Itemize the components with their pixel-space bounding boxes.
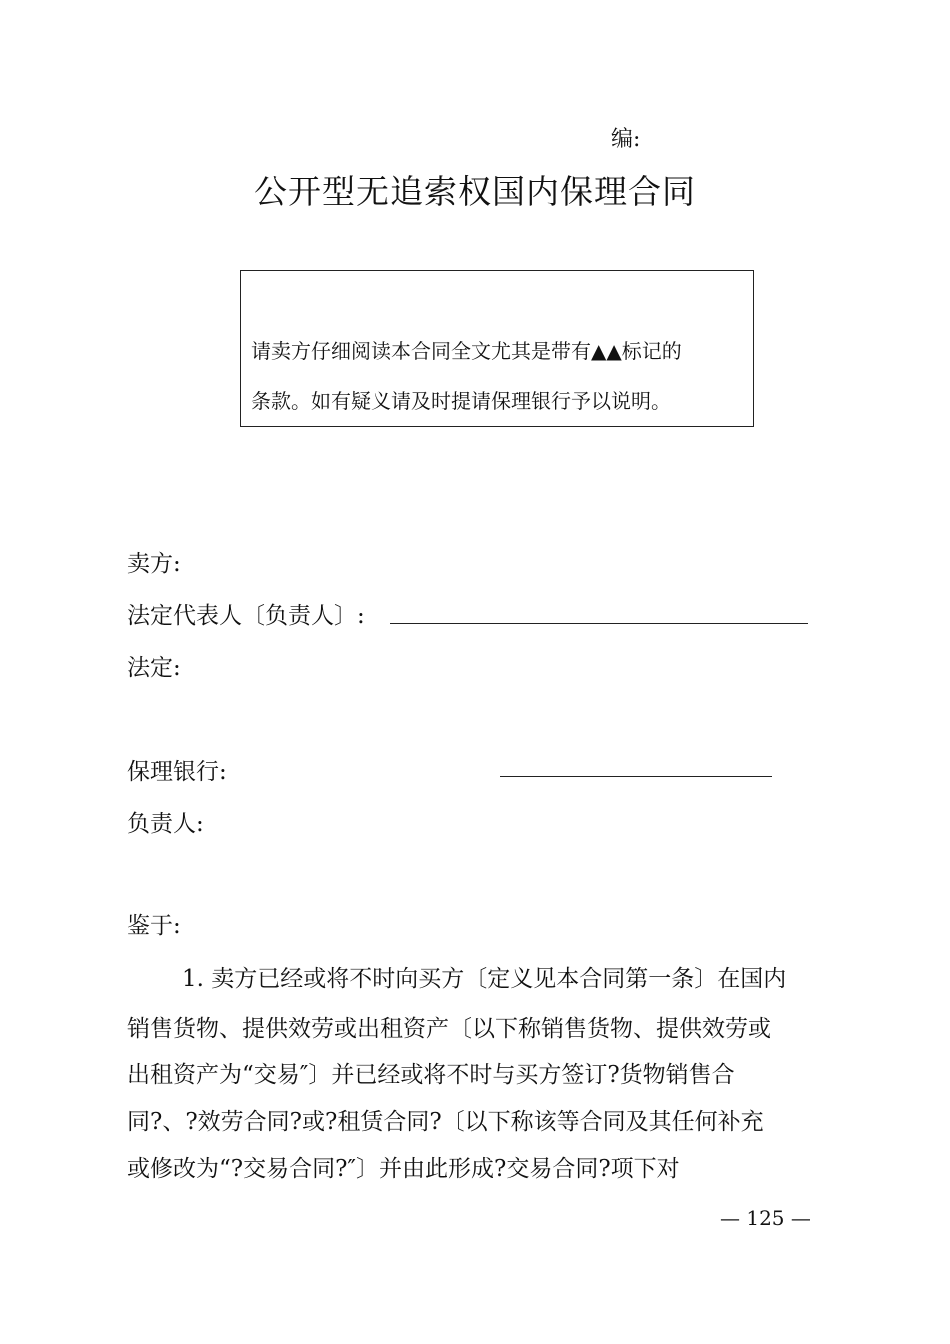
document-number-label: 编: — [611, 127, 641, 152]
clause-line: 销售货物、提供效劳或出租资产〔以下称销售货物、提供效劳或 — [127, 1016, 771, 1042]
factoring-bank-field[interactable] — [500, 776, 772, 777]
factoring-bank-label: 保理银行: — [127, 759, 227, 785]
whereas-label: 鉴于: — [127, 913, 181, 939]
clause-line: 或修改为“?交易合同?″〕并由此形成?交易合同?项下对 — [127, 1156, 680, 1182]
notice-box — [240, 270, 754, 427]
notice-line-1: 请卖方仔细阅读本合同全文尤其是带有▲▲标记的 — [251, 339, 682, 363]
legal-representative-label: 法定代表人〔负责人〕: — [127, 603, 365, 629]
seller-label: 卖方: — [127, 551, 181, 577]
document-title: 公开型无追索权国内保理合同 — [254, 172, 696, 211]
clause-line: 同?、?效劳合同?或?租赁合同?〔以下称该等合同及其任何补充 — [127, 1109, 764, 1135]
responsible-person-label: 负责人: — [127, 811, 204, 837]
legal-representative-field[interactable] — [390, 623, 808, 624]
clause-line: 1. 卖方已经或将不时向买方〔定义见本合同第一条〕在国内 — [182, 966, 787, 992]
notice-line-2: 条款。如有疑义请及时提请保理银行予以说明。 — [251, 389, 671, 413]
page-number: — 125 — — [720, 1206, 811, 1230]
legal-label: 法定: — [127, 655, 181, 681]
clause-line: 出租资产为“交易″〕并已经或将不时与买方签订?货物销售合 — [127, 1062, 735, 1088]
